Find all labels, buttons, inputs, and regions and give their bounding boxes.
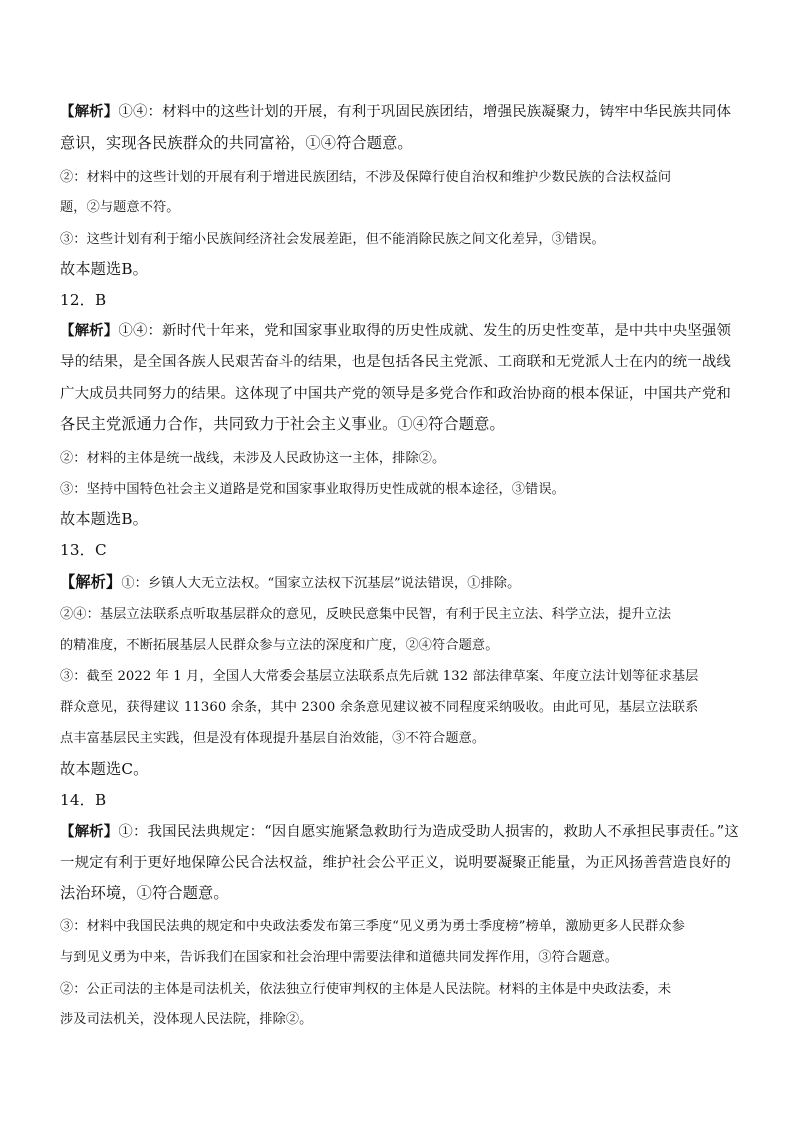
analysis-line: 【解析】①④：材料中的这些计划的开展，有利于巩固民族团结，增强民族凝聚力，铸牢中华民族共同体	[60, 103, 732, 120]
analysis-line: ③：这些计划有利于缩小民族间经济社会发展差距，但不能消除民族之间文化差异，③错误。	[60, 232, 605, 247]
conclusion-line: 故本题选B。	[60, 510, 148, 528]
analysis-line: 【解析】①：我国民法典规定：“因自愿实施紧急救助行为造成受助人损害的，救助人不承担民事责任。”这	[60, 823, 739, 840]
question-number: 12．B	[60, 291, 107, 309]
question-number: 13．C	[60, 541, 107, 559]
analysis-line: 意识，实现各民族群众的共同富裕，①④符合题意。	[60, 134, 413, 152]
analysis-label: 【解析】	[60, 103, 119, 120]
analysis-line: 群众意见，获得建议 11360 余条，其中 2300 余条意见建议被不同程度采纳吸收。由此可见，基层立法联系	[60, 700, 699, 715]
analysis-line: 各民主党派通力合作，共同致力于社会主义事业。①④符合题意。	[60, 415, 505, 433]
analysis-line: 点丰富基层民主实践，但是没有体现提升基层自治效能，③不符合题意。	[60, 731, 486, 746]
analysis-line: 【解析】①：乡镇人大无立法权。“国家立法权下沉基层”说法错误，①排除。	[60, 573, 521, 591]
analysis-line: ③：材料中我国民法典的规定和中央政法委发布第三季度“见义勇为勇士季度榜”榜单，激励更多人民群众参	[60, 919, 685, 934]
analysis-line: 题，②与题意不符。	[60, 200, 180, 215]
analysis-line: 广大成员共同努力的结果。这体现了中国共产党的领导是多党合作和政治协商的根本保证，中国共产党和	[60, 386, 732, 402]
analysis-line: 的精准度，不断拓展基层人民群众参与立法的深度和广度，②④符合题意。	[60, 638, 499, 653]
analysis-line: ③：坚持中国特色社会主义道路是党和国家事业取得历史性成就的根本途径，③错误。	[60, 482, 565, 497]
analysis-line: ②：公正司法的主体是司法机关，依法独立行使审判权的主体是人民法院。材料的主体是中央政法委，未	[60, 982, 672, 997]
analysis-line: ②：材料中的这些计划的开展有利于增进民族团结，不涉及保障行使自治权和维护少数民族的合法权益问	[60, 170, 672, 185]
analysis-line: 一规定有利于更好地保障公民合法权益，维护社会公平正义，说明要凝聚正能量，为正风扬善营造良好的	[60, 855, 732, 871]
conclusion-line: 故本题选C。	[60, 760, 149, 778]
analysis-line: 【解析】①④：新时代十年来，党和国家事业取得的历史性成就、发生的历史性变革，是中共中央坚强领	[60, 322, 732, 339]
analysis-line: 法治环境，①符合题意。	[60, 884, 229, 902]
question-number: 14．B	[60, 791, 107, 809]
analysis-label: 【解析】	[60, 322, 119, 339]
analysis-label: 【解析】	[60, 823, 119, 840]
analysis-line: ②：材料的主体是统一战线，未涉及人民政协这一主体，排除②。	[60, 451, 446, 466]
analysis-line: 导的结果，是全国各族人民艰苦奋斗的结果，也是包括各民主党派、工商联和无党派人士在内的统一战线	[60, 354, 732, 370]
analysis-line: ②④：基层立法联系点听取基层群众的意见，反映民意集中民智，有利于民主立法、科学立法，提升立法	[60, 607, 672, 622]
conclusion-line: 故本题选B。	[60, 260, 148, 278]
analysis-label: 【解析】	[60, 573, 122, 591]
analysis-line: 与到见义勇为中来，告诉我们在国家和社会治理中需要法律和道德共同发挥作用，③符合题意。	[60, 950, 619, 965]
analysis-line: ③：截至 2022 年 1 月，全国人大常委会基层立法联系点先后就 132 部法律草案、年度立法计划等征求基层	[60, 669, 699, 684]
analysis-line: 涉及司法机关，没体现人民法院，排除②。	[60, 1012, 313, 1027]
